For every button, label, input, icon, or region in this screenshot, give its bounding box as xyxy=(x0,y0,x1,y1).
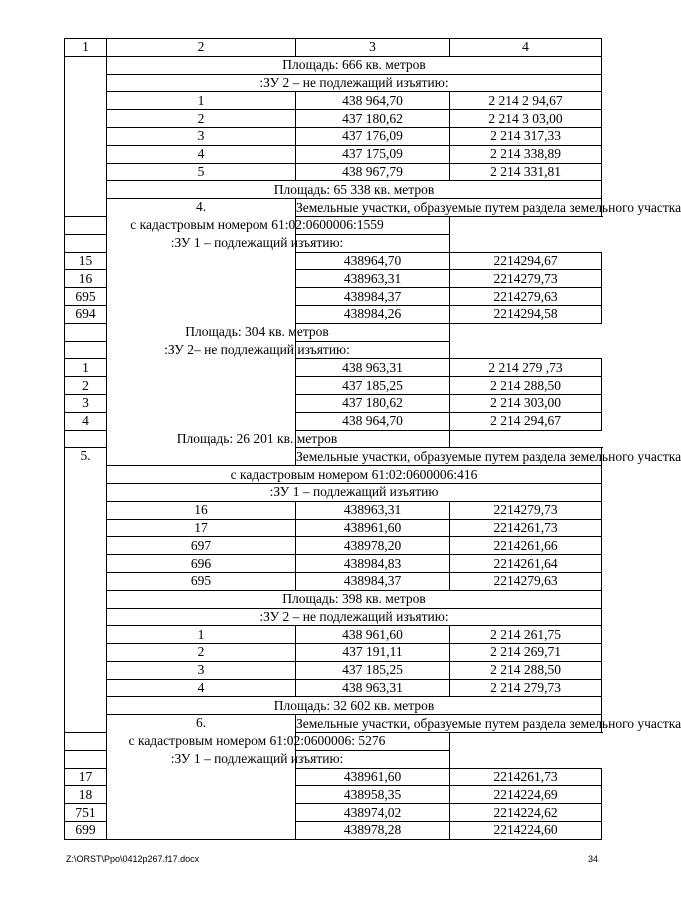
zu-label: :ЗУ 1 – подлежащий изъятию: xyxy=(65,234,450,252)
section-number-cell xyxy=(65,56,107,216)
table-row: 17 438961,60 2214261,73 xyxy=(65,768,602,786)
zu-label: :ЗУ 2– не подлежащий изъятию: xyxy=(65,341,450,359)
header-row xyxy=(65,39,602,57)
section-number: 4. xyxy=(107,199,296,466)
table-row: 3 437 176,09 2 214 317,33 xyxy=(65,127,602,145)
section-number: 5. xyxy=(65,448,107,733)
area-text: Площадь: 666 кв. метров xyxy=(107,56,602,74)
section-subtitle: с кадастровым номером 61:02:0600006:1559 xyxy=(65,216,450,234)
section-title: Земельные участки, образуемые путем раздела земельного участка xyxy=(296,199,681,215)
area-text: Площадь: 32 602 кв. метров xyxy=(107,697,602,715)
header-cell: 1 xyxy=(65,39,107,57)
table-row: 17 438961,60 2214261,73 xyxy=(65,519,602,537)
zu-label: :ЗУ 2 – не подлежащий изъятию: xyxy=(107,74,602,92)
table-row: 1 438 963,31 2 214 279 ,73 xyxy=(65,359,602,377)
table-row: 697 438978,20 2214261,66 xyxy=(65,537,602,555)
header-cell: 3 xyxy=(296,39,450,57)
table-row: 16 438963,31 2214279,73 xyxy=(65,270,602,288)
table-row: 699 438978,28 2214224,60 xyxy=(65,822,602,840)
table-row: 16 438963,31 2214279,73 xyxy=(65,501,602,519)
table-row: 694 438984,26 2214294,58 xyxy=(65,305,602,323)
table-row: 4 437 175,09 2 214 338,89 xyxy=(65,145,602,163)
table-row: 3 437 185,25 2 214 288,50 xyxy=(65,661,602,679)
section-title: Земельные участки, образуемые путем раздела земельного участка xyxy=(296,448,681,464)
area-text: Площадь: 26 201 кв. метров xyxy=(65,430,450,448)
table-row: 2 437 180,62 2 214 3 03,00 xyxy=(65,110,602,128)
section-title: Земельные участки, образуемые путем раздела земельного участка xyxy=(296,715,681,731)
area-text: Площадь: 304 кв. метров xyxy=(65,323,450,341)
table-row: 695 438984,37 2214279,63 xyxy=(65,288,602,306)
header-cell: 2 xyxy=(107,39,296,57)
header-cell: 4 xyxy=(450,39,602,57)
footer-file-path: Z:\ORST\Ppo\0412p267.f17.docx xyxy=(66,854,200,864)
table-row: 2 437 191,11 2 214 269,71 xyxy=(65,644,602,662)
table-row: 4 438 963,31 2 214 279,73 xyxy=(65,679,602,697)
table-row: 4 438 964,70 2 214 294,67 xyxy=(65,412,602,430)
table-row: 2 437 185,25 2 214 288,50 xyxy=(65,377,602,395)
coordinates-table xyxy=(64,38,681,840)
table-row: 1 438 961,60 2 214 261,75 xyxy=(65,626,602,644)
section-number: 6. xyxy=(107,715,296,840)
table-row: 18 438958,35 2214224,69 xyxy=(65,786,602,804)
table-row: 3 437 180,62 2 214 303,00 xyxy=(65,394,602,412)
zu-label: :ЗУ 1 – подлежащий изъятию: xyxy=(65,750,450,768)
zu-label: :ЗУ 1 – подлежащий изъятию xyxy=(107,483,602,501)
area-text: Площадь: 65 338 кв. метров xyxy=(107,181,602,199)
table-row: 1 438 964,70 2 214 2 94,67 xyxy=(65,92,602,110)
table-row: 15 438964,70 2214294,67 xyxy=(65,252,602,270)
table-row: 5 438 967,79 2 214 331,81 xyxy=(65,163,602,181)
table-row: 695 438984,37 2214279,63 xyxy=(65,572,602,590)
area-text: Площадь: 398 кв. метров xyxy=(107,590,602,608)
zu-label: :ЗУ 2 – не подлежащий изъятию: xyxy=(107,608,602,626)
section-subtitle: с кадастровым номером 61:02:0600006: 5276 xyxy=(65,733,450,751)
table-row: 696 438984,83 2214261,64 xyxy=(65,555,602,573)
table-row: 751 438974,02 2214224,62 xyxy=(65,804,602,822)
page-number: 34 xyxy=(587,854,598,864)
section-subtitle: с кадастровым номером 61:02:0600006:416 xyxy=(107,466,602,484)
